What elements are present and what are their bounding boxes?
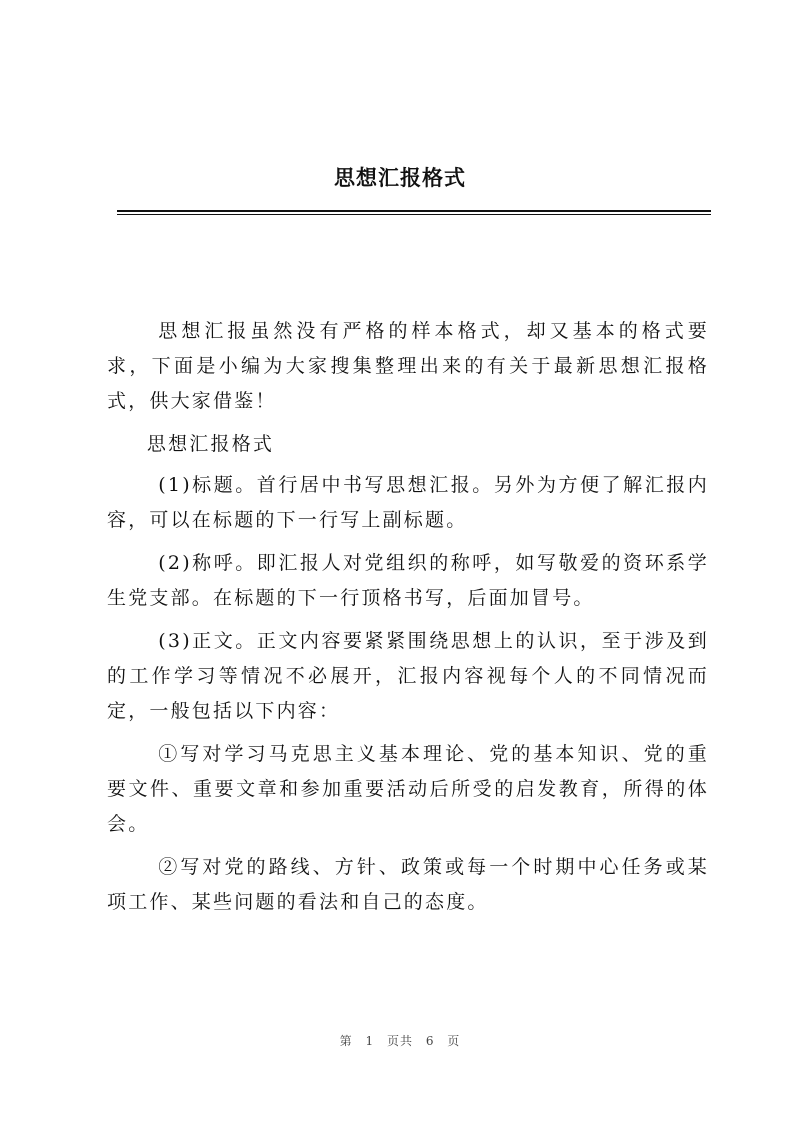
footer-suffix: 页 <box>447 1034 461 1048</box>
title-divider-thin <box>117 214 711 215</box>
sub-item-1-paragraph: ①写对学习马克思主义基本理论、党的基本知识、党的重要文件、重要文章和参加重要活动后所受的启发教育，所得的体会。 <box>107 743 709 835</box>
document-title: 思想汇报格式 <box>334 166 466 190</box>
intro-paragraph: 思想汇报虽然没有严格的样本格式，却又基本的格式要求，下面是小编为大家搜集整理出来的有关于最新思想汇报格式，供大家借鉴！ <box>107 320 709 412</box>
page-footer <box>0 1032 800 1049</box>
footer-current-page: 1 <box>365 1034 375 1048</box>
item-title-paragraph: (1)标题。首行居中书写思想汇报。另外为方便了解汇报内容，可以在标题的下一行写上副标题。 <box>107 474 709 531</box>
footer-total-pages: 6 <box>425 1034 435 1048</box>
item-salutation-paragraph: (2)称呼。即汇报人对党组织的称呼，如写敬爱的资环系学生党支部。在标题的下一行顶格书写，后面加冒号。 <box>107 552 709 609</box>
section-heading: 思想汇报格式 <box>146 433 275 455</box>
document-body <box>107 314 709 928</box>
footer-prefix: 第 <box>339 1034 353 1048</box>
title-divider-thick <box>117 210 711 212</box>
sub-item-2-paragraph: ②写对党的路线、方针、政策或每一个时期中心任务或某项工作、某些问题的看法和自己的态度。 <box>107 856 709 913</box>
footer-middle: 页共 <box>386 1034 413 1048</box>
item-body-paragraph: (3)正文。正文内容要紧紧围绕思想上的认识，至于涉及到的工作学习等情况不必展开，汇报内容视每个人的不同情况而定，一般包括以下内容： <box>107 630 709 722</box>
